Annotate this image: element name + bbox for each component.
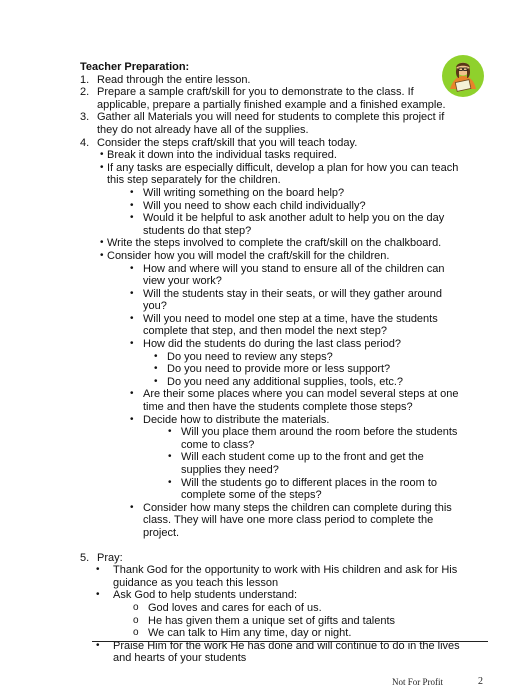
step-1: 1. Read through the entire lesson. [80, 73, 251, 86]
lesson-text [80, 61, 460, 665]
list-item: o He has given them a unique set of gifts and talents [133, 615, 460, 628]
list-item: • Write the steps involved to complete the craft/skill on the chalkboard. [97, 237, 460, 250]
step-5: 5. Pray: [80, 551, 123, 564]
list-item: • Will the students go to different places in the room to complete some of the steps? [181, 477, 460, 502]
page-number: 2 [478, 676, 483, 687]
list-item: • Praise Him for the work He has done and will continue to do in the lives and hearts of your students [95, 640, 460, 665]
list-item: • How did the students do during the last class period? • Do you need to review any steps? • Do you need to provide more or less support? • Do you need any additional supplies, tools, etc.? [143, 338, 460, 388]
list-item: • Do you need any additional supplies, tools, etc.? [167, 376, 460, 389]
footer-rule [92, 641, 488, 642]
list-item: • Decide how to distribute the materials. • Will you place them around the room before the students come to class? • Will each student come up to the front and get the supplies they need? • Will the students go to different places in the room to complete some of the steps? [143, 414, 460, 502]
list-item: o We can talk to Him any time, day or night. [133, 627, 460, 640]
list-item: • Will you place them around the room before the students come to class? [181, 426, 460, 451]
list-item: • Consider how many steps the children can complete during this class. They will have one more class period to complete the project. [143, 502, 460, 540]
list-item: o God loves and cares for each of us. [133, 602, 460, 615]
step-4: 4. Consider the steps craft/skill that you will teach today. • Break it down into the individual tasks required. • If any tasks are especially difficult, develop a plan for how you can teach this step separately for the children. • Will writing something on the board help? • Will you need to show each child individually? • Would it be helpful to ask another adult to help you on the day students do that step? • Write the steps involved to complete the craft/skill on the chalkboard. • Consider how you will model the craft/skill for the children. • How and where will you stand to ensure all of the children can view your work? • Will the students stay in their seats, or will they gather around you? • Will you need to model one step at a time, have the students complete that step, and then model the next step? • How did the students do during the last class period? • Do you need to review any steps? • Do you need to provide more or less support? • Do you need any additional supplies, tools, etc.? • Are their some places where you can model several steps at one time and then have the students complete those steps? • Decide how to distribute the materials. • Will you place them around the room before the students come to class? • Will each student come up to the front and get the supplies they need? • Will the students go to different places in the room to complete some of the steps? • Consider how many steps the children can complete during this class. They will have one more class period to complete the project. [80, 137, 460, 540]
spacer [80, 540, 460, 552]
list-item: • Will you need to show each child individually? [143, 200, 460, 213]
list-item: • Do you need to provide more or less support? [167, 363, 460, 376]
list-item: • Consider how you will model the craft/skill for the children. • How and where will you stand to ensure all of the children can view your work? • Will the students stay in their seats, or will they gather around you? • Will you need to model one step at a time, have the students complete that step, and then model the next step? • How did the students do during the last class period? • Do you need to review any steps? • Do you need to provide more or less support? • Do you need any additional supplies, tools, etc.? • Are their some places where you can model several steps at one time and then have the students complete those steps? • Decide how to distribute the materials. • Will you place them around the room before the students come to class? • Will each student come up to the front and get the supplies they need? • Will the students go to different places in the room to complete some of the steps? • Consider how many steps the children can complete during this class. They will have one more class period to complete the project. [97, 250, 460, 540]
list-item: • Will the students stay in their seats, or will they gather around you? [143, 288, 460, 313]
section-heading: Teacher Preparation: [80, 61, 190, 73]
list-item: • Will writing something on the board help? [143, 187, 460, 200]
step-3: 3. Gather all Materials you will need for students to complete this project if they do not already have all of the supplies. [80, 111, 445, 136]
list-item: • Would it be helpful to ask another adult to help you on the day students do that step? [143, 212, 460, 237]
step-4-list [97, 149, 460, 539]
list-item: • Are their some places where you can model several steps at one time and then have the students complete those steps? [143, 388, 460, 413]
footer-text: Not For Profit [392, 677, 444, 687]
step-2: 2. Prepare a sample craft/skill for you to demonstrate to the class. If applicable, prepare a partially finished example and a finished example. [80, 86, 446, 111]
step-5-list [95, 564, 460, 665]
list-item: • How and where will you stand to ensure all of the children can view your work? [143, 263, 460, 288]
list-item: • Do you need to review any steps? [167, 351, 460, 364]
list-item: • Will each student come up to the front and get the supplies they need? [181, 451, 460, 476]
list-item: • If any tasks are especially difficult, develop a plan for how you can teach this step separately for the children. • Will writing something on the board help? • Will you need to show each child individually? • Would it be helpful to ask another adult to help you on the day students do that step? [97, 162, 460, 238]
list-item: • Will you need to model one step at a time, have the students complete that step, and then model the next step? [143, 313, 460, 338]
list-item: • Ask God to help students understand: o God loves and cares for each of us. o He has given them a unique set of gifts and talents o We can talk to Him any time, day or night. [95, 589, 460, 639]
list-item: • Break it down into the individual tasks required. [97, 149, 460, 162]
step-list [80, 74, 460, 565]
list-item: • Thank God for the opportunity to work with His children and ask for His guidance as you teach this lesson [95, 564, 460, 589]
